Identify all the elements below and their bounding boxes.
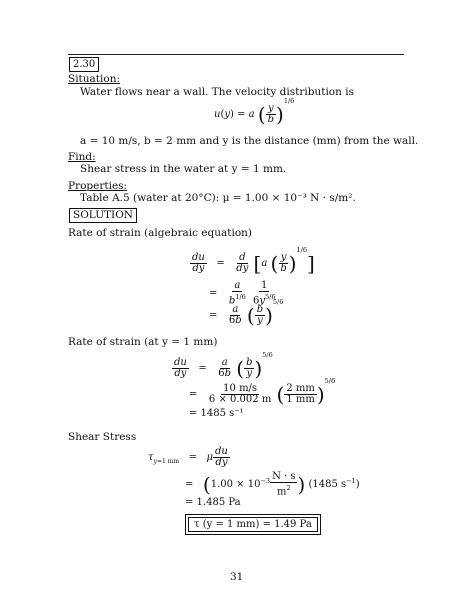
strain-value-line1: $\frac{du}{dy}$ = $\frac{a}{6b}$ ( $\frac{b}{y}$ )$^{5/6}$: [174, 350, 273, 381]
find-text: Shear stress in the water at y = 1 mm.: [80, 163, 287, 175]
situation-heading: Situation:: [68, 73, 120, 85]
velocity-equation: u(y) = a ( $\frac{y}{b}$ )$^{1/6}$: [214, 96, 295, 127]
final-answer-box: [185, 514, 321, 535]
strain-equation-line2: = $\frac{a}{b^{1/6}}$ $\frac{1}{6y^{5/6}}$: [209, 280, 276, 307]
page-number: 31: [230, 571, 244, 583]
solution-label: SOLUTION: [69, 208, 137, 223]
shear-result: = 1.485 Pa: [185, 497, 241, 508]
shear-line2: = ($1.00 \times 10^{-3}$ $\frac{N \cdot s}{m^2}$ ) (1485 $s^{-1}$): [185, 471, 360, 498]
given-values: a = 10 m/s, b = 2 mm and y is the distance (mm) from the wall.: [80, 135, 419, 147]
strain-equation-line1: $\frac{du}{dy}$ = $\frac{d}{dy}$ [a ( $\frac{y}{b}$ )$^{1/6}$]: [192, 245, 315, 276]
properties-text: Table A.5 (water at 20°C): μ = 1.00 × 10⁻³ N · s/m².: [80, 192, 356, 204]
situation-text: Water flows near a wall. The velocity distribution is: [80, 86, 354, 98]
properties-heading: Properties:: [68, 180, 128, 192]
strain-algebraic-heading: Rate of strain (algebraic equation): [68, 227, 253, 239]
strain-at-y-heading: Rate of strain (at y = 1 mm): [68, 336, 218, 348]
top-rule: [68, 54, 404, 55]
shear-line1: $\tau_{y=1 mm} = \mu$ $\frac{du}{dy}$: [148, 446, 228, 468]
problem-number: 2.30: [69, 57, 99, 72]
shear-heading: Shear Stress: [68, 431, 137, 443]
find-heading: Find:: [68, 151, 96, 163]
strain-value-line2: = $\frac{10 m/s}{6 \times 0.002 m}$ ( $\frac{2 mm}{1 mm}$ )$^{5/6}$: [189, 376, 336, 407]
strain-result: = 1485 s⁻¹: [189, 408, 244, 419]
strain-equation-line3: = $\frac{a}{6b}$ ( $\frac{b}{y}$ )$^{5/6}$: [209, 297, 284, 328]
final-answer: τ (y = 1 mm) = 1.49 Pa: [188, 517, 318, 532]
